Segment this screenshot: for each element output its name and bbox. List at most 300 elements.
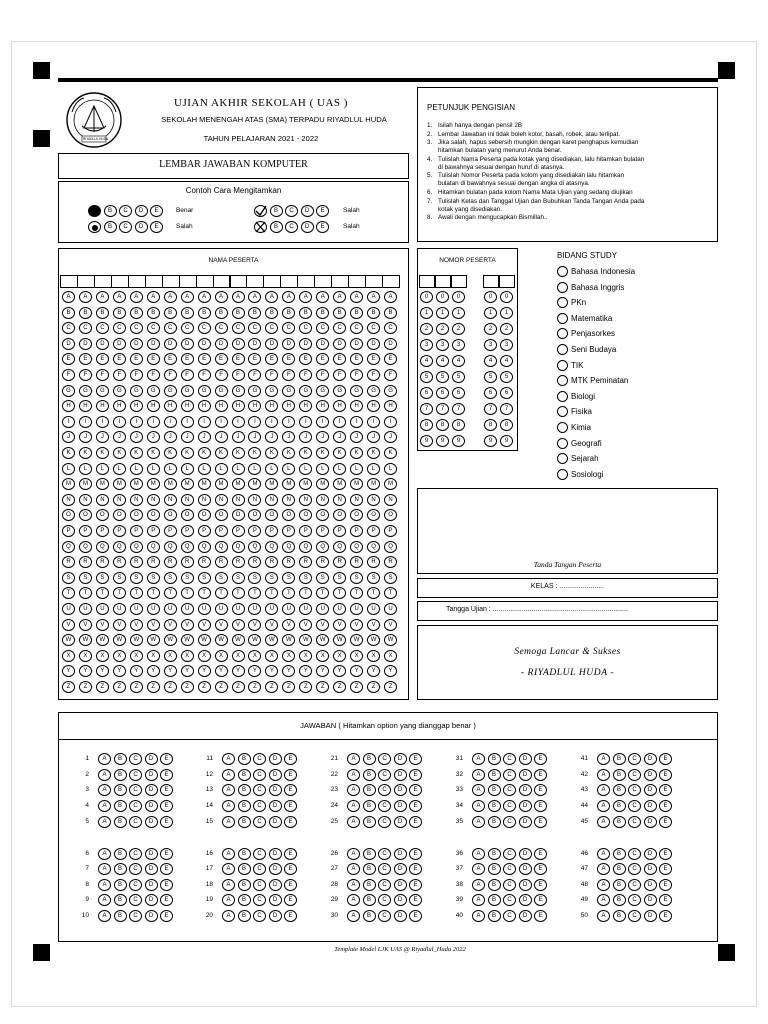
name-bubble[interactable]: P xyxy=(316,525,329,537)
name-bubble[interactable]: V xyxy=(316,619,329,631)
name-bubble[interactable]: R xyxy=(333,556,346,568)
answer-bubble[interactable]: E xyxy=(284,863,297,875)
name-bubble[interactable]: L xyxy=(232,463,245,475)
answer-bubble[interactable]: E xyxy=(284,879,297,891)
name-bubble[interactable]: K xyxy=(248,447,261,459)
name-bubble[interactable]: H xyxy=(147,400,160,412)
number-bubble[interactable]: 1 xyxy=(452,307,465,319)
answer-bubble[interactable]: C xyxy=(378,879,391,891)
name-bubble[interactable]: A xyxy=(384,291,397,303)
name-letter-box[interactable] xyxy=(382,275,400,288)
answer-bubble[interactable]: E xyxy=(534,863,547,875)
name-bubble[interactable]: V xyxy=(384,619,397,631)
name-bubble[interactable]: H xyxy=(130,400,143,412)
name-bubble[interactable]: R xyxy=(62,556,75,568)
name-bubble[interactable]: F xyxy=(113,369,126,381)
answer-bubble[interactable]: E xyxy=(659,816,672,828)
answer-bubble[interactable]: D xyxy=(394,784,407,796)
answer-bubble[interactable]: D xyxy=(269,848,282,860)
number-bubble[interactable]: 7 xyxy=(420,403,433,415)
answer-bubble[interactable]: B xyxy=(114,863,127,875)
name-bubble[interactable]: B xyxy=(384,307,397,319)
name-bubble[interactable]: Y xyxy=(198,665,211,677)
answer-bubble[interactable]: E xyxy=(409,800,422,812)
name-bubble[interactable]: X xyxy=(130,650,143,662)
name-bubble[interactable]: L xyxy=(62,463,75,475)
answer-bubble[interactable]: E xyxy=(284,800,297,812)
name-bubble[interactable]: U xyxy=(299,603,312,615)
name-bubble[interactable]: S xyxy=(350,572,363,584)
name-bubble[interactable]: Q xyxy=(350,541,363,553)
name-bubble[interactable]: Y xyxy=(299,665,312,677)
answer-bubble[interactable]: D xyxy=(644,894,657,906)
name-bubble[interactable]: B xyxy=(299,307,312,319)
answer-bubble[interactable]: C xyxy=(503,848,516,860)
answer-bubble[interactable]: A xyxy=(347,753,360,765)
name-bubble[interactable]: H xyxy=(96,400,109,412)
number-bubble[interactable]: 0 xyxy=(436,291,449,303)
name-bubble[interactable]: C xyxy=(384,322,397,334)
answer-bubble[interactable]: B xyxy=(238,769,251,781)
name-bubble[interactable]: T xyxy=(79,587,92,599)
name-bubble[interactable]: G xyxy=(367,385,380,397)
name-bubble[interactable]: V xyxy=(350,619,363,631)
name-bubble[interactable]: H xyxy=(181,400,194,412)
name-bubble[interactable]: O xyxy=(164,509,177,521)
answer-bubble[interactable]: E xyxy=(409,769,422,781)
name-bubble[interactable]: Y xyxy=(232,665,245,677)
name-bubble[interactable]: X xyxy=(164,650,177,662)
answer-bubble[interactable]: D xyxy=(269,800,282,812)
name-bubble[interactable]: R xyxy=(316,556,329,568)
answer-bubble[interactable]: D xyxy=(519,800,532,812)
name-bubble[interactable]: D xyxy=(96,338,109,350)
answer-bubble[interactable]: E xyxy=(534,816,547,828)
name-bubble[interactable]: G xyxy=(181,385,194,397)
name-bubble[interactable]: T xyxy=(215,587,228,599)
name-bubble[interactable]: S xyxy=(215,572,228,584)
answer-bubble[interactable]: D xyxy=(519,910,532,922)
name-bubble[interactable]: V xyxy=(164,619,177,631)
answer-bubble[interactable]: A xyxy=(222,753,235,765)
answer-bubble[interactable]: A xyxy=(98,910,111,922)
name-bubble[interactable]: E xyxy=(333,353,346,365)
name-bubble[interactable]: U xyxy=(248,603,261,615)
name-bubble[interactable]: K xyxy=(215,447,228,459)
name-bubble[interactable]: Y xyxy=(96,665,109,677)
name-bubble[interactable]: P xyxy=(164,525,177,537)
name-bubble[interactable]: A xyxy=(333,291,346,303)
answer-bubble[interactable]: D xyxy=(644,784,657,796)
answer-bubble[interactable]: A xyxy=(98,769,111,781)
answer-bubble[interactable]: E xyxy=(160,753,173,765)
name-bubble[interactable]: O xyxy=(232,509,245,521)
name-bubble[interactable]: U xyxy=(215,603,228,615)
answer-bubble[interactable]: D xyxy=(145,894,158,906)
answer-bubble[interactable]: A xyxy=(222,848,235,860)
answer-bubble[interactable]: B xyxy=(114,848,127,860)
answer-bubble[interactable]: E xyxy=(534,753,547,765)
name-bubble[interactable]: Z xyxy=(282,681,295,693)
answer-bubble[interactable]: A xyxy=(597,769,610,781)
name-bubble[interactable]: O xyxy=(367,509,380,521)
name-bubble[interactable]: K xyxy=(62,447,75,459)
name-bubble[interactable]: D xyxy=(181,338,194,350)
answer-bubble[interactable]: E xyxy=(534,910,547,922)
name-bubble[interactable]: D xyxy=(316,338,329,350)
name-bubble[interactable]: T xyxy=(333,587,346,599)
name-bubble[interactable]: C xyxy=(215,322,228,334)
name-bubble[interactable]: D xyxy=(215,338,228,350)
number-bubble[interactable]: 5 xyxy=(420,371,433,383)
number-bubble[interactable]: 4 xyxy=(452,355,465,367)
name-bubble[interactable]: P xyxy=(367,525,380,537)
name-bubble[interactable]: P xyxy=(282,525,295,537)
name-bubble[interactable]: I xyxy=(333,416,346,428)
name-bubble[interactable]: V xyxy=(333,619,346,631)
name-bubble[interactable]: J xyxy=(198,431,211,443)
answer-bubble[interactable]: D xyxy=(269,879,282,891)
name-bubble[interactable]: P xyxy=(96,525,109,537)
answer-bubble[interactable]: E xyxy=(659,848,672,860)
name-bubble[interactable]: U xyxy=(113,603,126,615)
answer-bubble[interactable]: E xyxy=(659,784,672,796)
name-bubble[interactable]: D xyxy=(164,338,177,350)
number-bubble[interactable]: 9 xyxy=(420,435,433,447)
name-bubble[interactable]: T xyxy=(62,587,75,599)
name-bubble[interactable]: C xyxy=(232,322,245,334)
answer-bubble[interactable]: B xyxy=(488,753,501,765)
name-bubble[interactable]: J xyxy=(282,431,295,443)
answer-bubble[interactable]: B xyxy=(613,848,626,860)
name-bubble[interactable]: L xyxy=(198,463,211,475)
name-bubble[interactable]: W xyxy=(299,634,312,646)
name-bubble[interactable]: I xyxy=(282,416,295,428)
answer-bubble[interactable]: A xyxy=(222,800,235,812)
name-bubble[interactable]: N xyxy=(79,494,92,506)
name-bubble[interactable]: Q xyxy=(282,541,295,553)
name-bubble[interactable]: C xyxy=(113,322,126,334)
answer-bubble[interactable]: A xyxy=(597,879,610,891)
answer-bubble[interactable]: D xyxy=(145,910,158,922)
name-bubble[interactable]: M xyxy=(181,478,194,490)
name-bubble[interactable]: A xyxy=(130,291,143,303)
name-bubble[interactable]: D xyxy=(248,338,261,350)
answer-bubble[interactable]: C xyxy=(129,894,142,906)
answer-bubble[interactable]: C xyxy=(253,784,266,796)
number-bubble[interactable]: 5 xyxy=(500,371,513,383)
name-bubble[interactable]: O xyxy=(215,509,228,521)
name-bubble[interactable]: Z xyxy=(316,681,329,693)
name-bubble[interactable]: L xyxy=(384,463,397,475)
name-bubble[interactable]: V xyxy=(232,619,245,631)
name-bubble[interactable]: C xyxy=(265,322,278,334)
name-letter-box[interactable] xyxy=(128,275,146,288)
name-bubble[interactable]: F xyxy=(232,369,245,381)
name-bubble[interactable]: G xyxy=(299,385,312,397)
name-bubble[interactable]: Z xyxy=(248,681,261,693)
name-bubble[interactable]: M xyxy=(232,478,245,490)
name-bubble[interactable]: B xyxy=(265,307,278,319)
name-bubble[interactable]: Z xyxy=(79,681,92,693)
answer-bubble[interactable]: E xyxy=(409,863,422,875)
answer-bubble[interactable]: D xyxy=(145,848,158,860)
answer-bubble[interactable]: B xyxy=(363,848,376,860)
number-bubble[interactable]: 6 xyxy=(436,387,449,399)
name-letter-box[interactable] xyxy=(213,275,231,288)
number-bubble[interactable]: 1 xyxy=(436,307,449,319)
name-bubble[interactable]: Z xyxy=(96,681,109,693)
name-bubble[interactable]: Y xyxy=(79,665,92,677)
name-bubble[interactable]: L xyxy=(164,463,177,475)
name-bubble[interactable]: S xyxy=(316,572,329,584)
name-bubble[interactable]: B xyxy=(215,307,228,319)
number-digit-box[interactable] xyxy=(435,275,451,288)
name-bubble[interactable]: X xyxy=(350,650,363,662)
number-bubble[interactable]: 5 xyxy=(436,371,449,383)
answer-bubble[interactable]: C xyxy=(378,894,391,906)
name-bubble[interactable]: Q xyxy=(265,541,278,553)
name-bubble[interactable]: E xyxy=(248,353,261,365)
name-letter-box[interactable] xyxy=(348,275,366,288)
answer-bubble[interactable]: E xyxy=(409,753,422,765)
name-bubble[interactable]: I xyxy=(299,416,312,428)
name-bubble[interactable]: G xyxy=(232,385,245,397)
name-bubble[interactable]: V xyxy=(215,619,228,631)
name-bubble[interactable]: L xyxy=(248,463,261,475)
name-bubble[interactable]: P xyxy=(299,525,312,537)
name-bubble[interactable]: L xyxy=(215,463,228,475)
answer-bubble[interactable]: C xyxy=(253,910,266,922)
number-bubble[interactable]: 6 xyxy=(452,387,465,399)
answer-bubble[interactable]: D xyxy=(519,863,532,875)
answer-bubble[interactable]: D xyxy=(519,816,532,828)
answer-bubble[interactable]: E xyxy=(534,848,547,860)
answer-bubble[interactable]: A xyxy=(98,800,111,812)
answer-bubble[interactable]: B xyxy=(363,879,376,891)
name-bubble[interactable]: S xyxy=(248,572,261,584)
name-letter-box[interactable] xyxy=(263,275,281,288)
name-bubble[interactable]: Q xyxy=(147,541,160,553)
answer-bubble[interactable]: E xyxy=(534,894,547,906)
name-letter-box[interactable] xyxy=(94,275,112,288)
answer-bubble[interactable]: B xyxy=(363,863,376,875)
number-digit-box[interactable] xyxy=(419,275,435,288)
name-bubble[interactable]: H xyxy=(113,400,126,412)
name-bubble[interactable]: P xyxy=(384,525,397,537)
name-bubble[interactable]: G xyxy=(147,385,160,397)
name-bubble[interactable]: A xyxy=(164,291,177,303)
number-bubble[interactable]: 2 xyxy=(484,323,497,335)
name-bubble[interactable]: W xyxy=(96,634,109,646)
answer-bubble[interactable]: C xyxy=(378,769,391,781)
name-bubble[interactable]: T xyxy=(265,587,278,599)
name-bubble[interactable]: Q xyxy=(62,541,75,553)
answer-bubble[interactable]: D xyxy=(145,784,158,796)
name-bubble[interactable]: A xyxy=(113,291,126,303)
answer-bubble[interactable]: E xyxy=(409,894,422,906)
number-bubble[interactable]: 8 xyxy=(436,419,449,431)
name-bubble[interactable]: P xyxy=(265,525,278,537)
name-bubble[interactable]: H xyxy=(265,400,278,412)
answer-bubble[interactable]: A xyxy=(222,910,235,922)
name-bubble[interactable]: E xyxy=(384,353,397,365)
name-bubble[interactable]: A xyxy=(299,291,312,303)
name-bubble[interactable]: S xyxy=(147,572,160,584)
name-bubble[interactable]: J xyxy=(181,431,194,443)
name-bubble[interactable]: R xyxy=(198,556,211,568)
study-bubble[interactable] xyxy=(557,438,568,449)
name-bubble[interactable]: B xyxy=(316,307,329,319)
name-bubble[interactable]: V xyxy=(79,619,92,631)
answer-bubble[interactable]: A xyxy=(98,784,111,796)
name-bubble[interactable]: P xyxy=(333,525,346,537)
name-bubble[interactable]: H xyxy=(79,400,92,412)
name-bubble[interactable]: T xyxy=(113,587,126,599)
name-bubble[interactable]: W xyxy=(384,634,397,646)
answer-bubble[interactable]: D xyxy=(519,848,532,860)
name-bubble[interactable]: L xyxy=(282,463,295,475)
number-bubble[interactable]: 7 xyxy=(436,403,449,415)
answer-bubble[interactable]: A xyxy=(98,879,111,891)
name-bubble[interactable]: K xyxy=(367,447,380,459)
name-bubble[interactable]: M xyxy=(367,478,380,490)
name-bubble[interactable]: O xyxy=(316,509,329,521)
answer-bubble[interactable]: D xyxy=(644,879,657,891)
name-bubble[interactable]: C xyxy=(147,322,160,334)
answer-bubble[interactable]: A xyxy=(222,863,235,875)
name-bubble[interactable]: T xyxy=(96,587,109,599)
name-bubble[interactable]: Y xyxy=(265,665,278,677)
name-bubble[interactable]: K xyxy=(198,447,211,459)
answer-bubble[interactable]: E xyxy=(160,800,173,812)
answer-bubble[interactable]: B xyxy=(114,769,127,781)
name-bubble[interactable]: L xyxy=(316,463,329,475)
name-bubble[interactable]: M xyxy=(198,478,211,490)
name-bubble[interactable]: D xyxy=(350,338,363,350)
name-bubble[interactable]: O xyxy=(147,509,160,521)
name-bubble[interactable]: E xyxy=(215,353,228,365)
name-bubble[interactable]: A xyxy=(215,291,228,303)
name-bubble[interactable]: U xyxy=(232,603,245,615)
answer-bubble[interactable]: A xyxy=(472,910,485,922)
answer-bubble[interactable]: B xyxy=(114,784,127,796)
name-bubble[interactable]: E xyxy=(181,353,194,365)
name-bubble[interactable]: J xyxy=(384,431,397,443)
name-bubble[interactable]: N xyxy=(215,494,228,506)
name-bubble[interactable]: C xyxy=(130,322,143,334)
name-bubble[interactable]: R xyxy=(384,556,397,568)
name-bubble[interactable]: G xyxy=(113,385,126,397)
answer-bubble[interactable]: A xyxy=(98,816,111,828)
name-bubble[interactable]: R xyxy=(282,556,295,568)
name-bubble[interactable]: C xyxy=(299,322,312,334)
answer-bubble[interactable]: D xyxy=(145,800,158,812)
answer-bubble[interactable]: D xyxy=(519,894,532,906)
number-bubble[interactable]: 8 xyxy=(484,419,497,431)
name-bubble[interactable]: V xyxy=(147,619,160,631)
number-bubble[interactable]: 7 xyxy=(500,403,513,415)
name-bubble[interactable]: M xyxy=(384,478,397,490)
name-bubble[interactable]: F xyxy=(299,369,312,381)
name-bubble[interactable]: M xyxy=(299,478,312,490)
answer-bubble[interactable]: B xyxy=(363,784,376,796)
name-bubble[interactable]: I xyxy=(198,416,211,428)
name-bubble[interactable]: X xyxy=(367,650,380,662)
answer-bubble[interactable]: C xyxy=(378,848,391,860)
answer-bubble[interactable]: D xyxy=(269,753,282,765)
name-bubble[interactable]: X xyxy=(215,650,228,662)
answer-bubble[interactable]: B xyxy=(363,800,376,812)
answer-bubble[interactable]: B xyxy=(613,910,626,922)
name-bubble[interactable]: V xyxy=(265,619,278,631)
name-bubble[interactable]: Q xyxy=(367,541,380,553)
name-bubble[interactable]: F xyxy=(130,369,143,381)
answer-bubble[interactable]: C xyxy=(628,848,641,860)
answer-bubble[interactable]: C xyxy=(503,910,516,922)
name-bubble[interactable]: W xyxy=(215,634,228,646)
name-bubble[interactable]: Q xyxy=(333,541,346,553)
answer-bubble[interactable]: B xyxy=(363,753,376,765)
name-bubble[interactable]: E xyxy=(113,353,126,365)
answer-bubble[interactable]: D xyxy=(394,800,407,812)
answer-bubble[interactable]: C xyxy=(378,800,391,812)
name-bubble[interactable]: K xyxy=(130,447,143,459)
answer-bubble[interactable]: B xyxy=(488,800,501,812)
answer-bubble[interactable]: E xyxy=(659,879,672,891)
answer-bubble[interactable]: E xyxy=(534,784,547,796)
name-bubble[interactable]: M xyxy=(265,478,278,490)
name-bubble[interactable]: N xyxy=(113,494,126,506)
name-bubble[interactable]: Q xyxy=(79,541,92,553)
answer-bubble[interactable]: B xyxy=(613,753,626,765)
name-bubble[interactable]: M xyxy=(350,478,363,490)
answer-bubble[interactable]: C xyxy=(129,816,142,828)
number-bubble[interactable]: 8 xyxy=(500,419,513,431)
answer-bubble[interactable]: B xyxy=(114,753,127,765)
name-bubble[interactable]: S xyxy=(181,572,194,584)
answer-bubble[interactable]: A xyxy=(222,879,235,891)
name-bubble[interactable]: F xyxy=(248,369,261,381)
answer-bubble[interactable]: A xyxy=(347,848,360,860)
number-bubble[interactable]: 7 xyxy=(452,403,465,415)
answer-bubble[interactable]: C xyxy=(503,894,516,906)
answer-bubble[interactable]: E xyxy=(284,910,297,922)
answer-bubble[interactable]: C xyxy=(253,894,266,906)
name-letter-box[interactable] xyxy=(314,275,332,288)
name-bubble[interactable]: M xyxy=(96,478,109,490)
name-bubble[interactable]: H xyxy=(367,400,380,412)
name-bubble[interactable]: G xyxy=(333,385,346,397)
answer-bubble[interactable]: E xyxy=(409,910,422,922)
name-bubble[interactable]: N xyxy=(265,494,278,506)
name-bubble[interactable]: N xyxy=(333,494,346,506)
answer-bubble[interactable]: E xyxy=(284,816,297,828)
name-bubble[interactable]: Q xyxy=(198,541,211,553)
name-letter-box[interactable] xyxy=(280,275,298,288)
name-bubble[interactable]: V xyxy=(367,619,380,631)
answer-bubble[interactable]: D xyxy=(269,894,282,906)
name-bubble[interactable]: P xyxy=(248,525,261,537)
name-bubble[interactable]: F xyxy=(384,369,397,381)
name-bubble[interactable]: D xyxy=(62,338,75,350)
name-bubble[interactable]: R xyxy=(248,556,261,568)
name-bubble[interactable]: U xyxy=(79,603,92,615)
answer-bubble[interactable]: C xyxy=(503,800,516,812)
answer-bubble[interactable]: E xyxy=(534,769,547,781)
name-bubble[interactable]: Q xyxy=(181,541,194,553)
study-bubble[interactable] xyxy=(557,313,568,324)
